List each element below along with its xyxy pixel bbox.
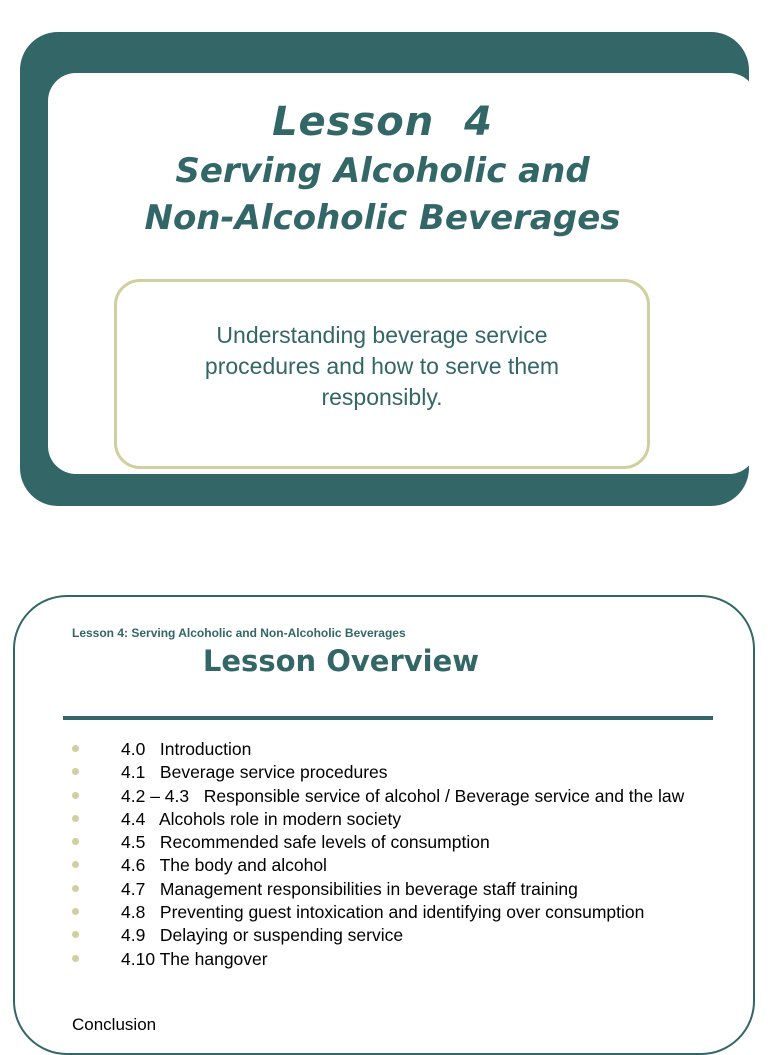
lesson-description: Understanding beverage service procedures and how to serve them responsibly. bbox=[204, 322, 560, 410]
list-item bbox=[70, 948, 710, 969]
list-item-text: 4.6 The body and alcohol bbox=[121, 855, 327, 876]
conclusion-text: Conclusion bbox=[72, 1015, 157, 1034]
list-item bbox=[70, 857, 710, 875]
title-slide-heading bbox=[28, 96, 737, 242]
list-item bbox=[70, 741, 710, 759]
list-item-text: 4.10 The hangover bbox=[121, 948, 268, 969]
bullet-icon bbox=[72, 908, 79, 915]
list-item-text: 4.5 Recommended safe levels of consumption bbox=[121, 832, 490, 853]
list-item-text: 4.1 Beverage service procedures bbox=[121, 762, 388, 783]
list-item bbox=[70, 834, 710, 852]
list-item bbox=[70, 808, 710, 829]
list-item bbox=[70, 927, 710, 945]
list-item bbox=[70, 764, 710, 782]
list-item-text: 4.8 Preventing guest intoxication and identifying over consumption bbox=[121, 902, 645, 923]
list-item bbox=[70, 904, 710, 922]
overview-title: Lesson Overview bbox=[202, 644, 480, 678]
list-item-text: 4.2 – 4.3 Responsible service of alcohol / Beverage service and the law bbox=[121, 785, 685, 806]
bullet-icon bbox=[72, 792, 79, 799]
lesson-subtitle-line1: Serving Alcoholic and bbox=[175, 151, 590, 191]
lesson-title: Lesson 4 bbox=[272, 99, 493, 145]
bullet-icon bbox=[72, 768, 79, 775]
bullet-icon bbox=[72, 955, 79, 962]
lesson-subtitle-line2: Non-Alcoholic Beverages bbox=[144, 198, 621, 238]
bullet-icon bbox=[72, 838, 79, 845]
bullet-icon bbox=[72, 745, 79, 752]
list-item-text: 4.0 Introduction bbox=[121, 739, 252, 759]
list-item bbox=[70, 785, 710, 806]
lesson-description-box bbox=[114, 279, 650, 469]
list-item-text: 4.4 Alcohols role in modern society bbox=[121, 808, 402, 829]
list-item-text: 4.7 Management responsibilities in beverage staff training bbox=[121, 878, 578, 899]
bullet-icon bbox=[72, 815, 79, 822]
bullet-icon bbox=[72, 861, 79, 868]
list-item-text: 4.9 Delaying or suspending service bbox=[121, 925, 404, 946]
outline-list bbox=[70, 741, 710, 974]
running-header: Lesson 4: Serving Alcoholic and Non-Alcoholic Beverages bbox=[72, 626, 406, 640]
bullet-icon bbox=[72, 885, 79, 892]
overview-divider bbox=[63, 716, 713, 720]
list-item bbox=[70, 878, 710, 899]
bullet-icon bbox=[72, 931, 79, 938]
